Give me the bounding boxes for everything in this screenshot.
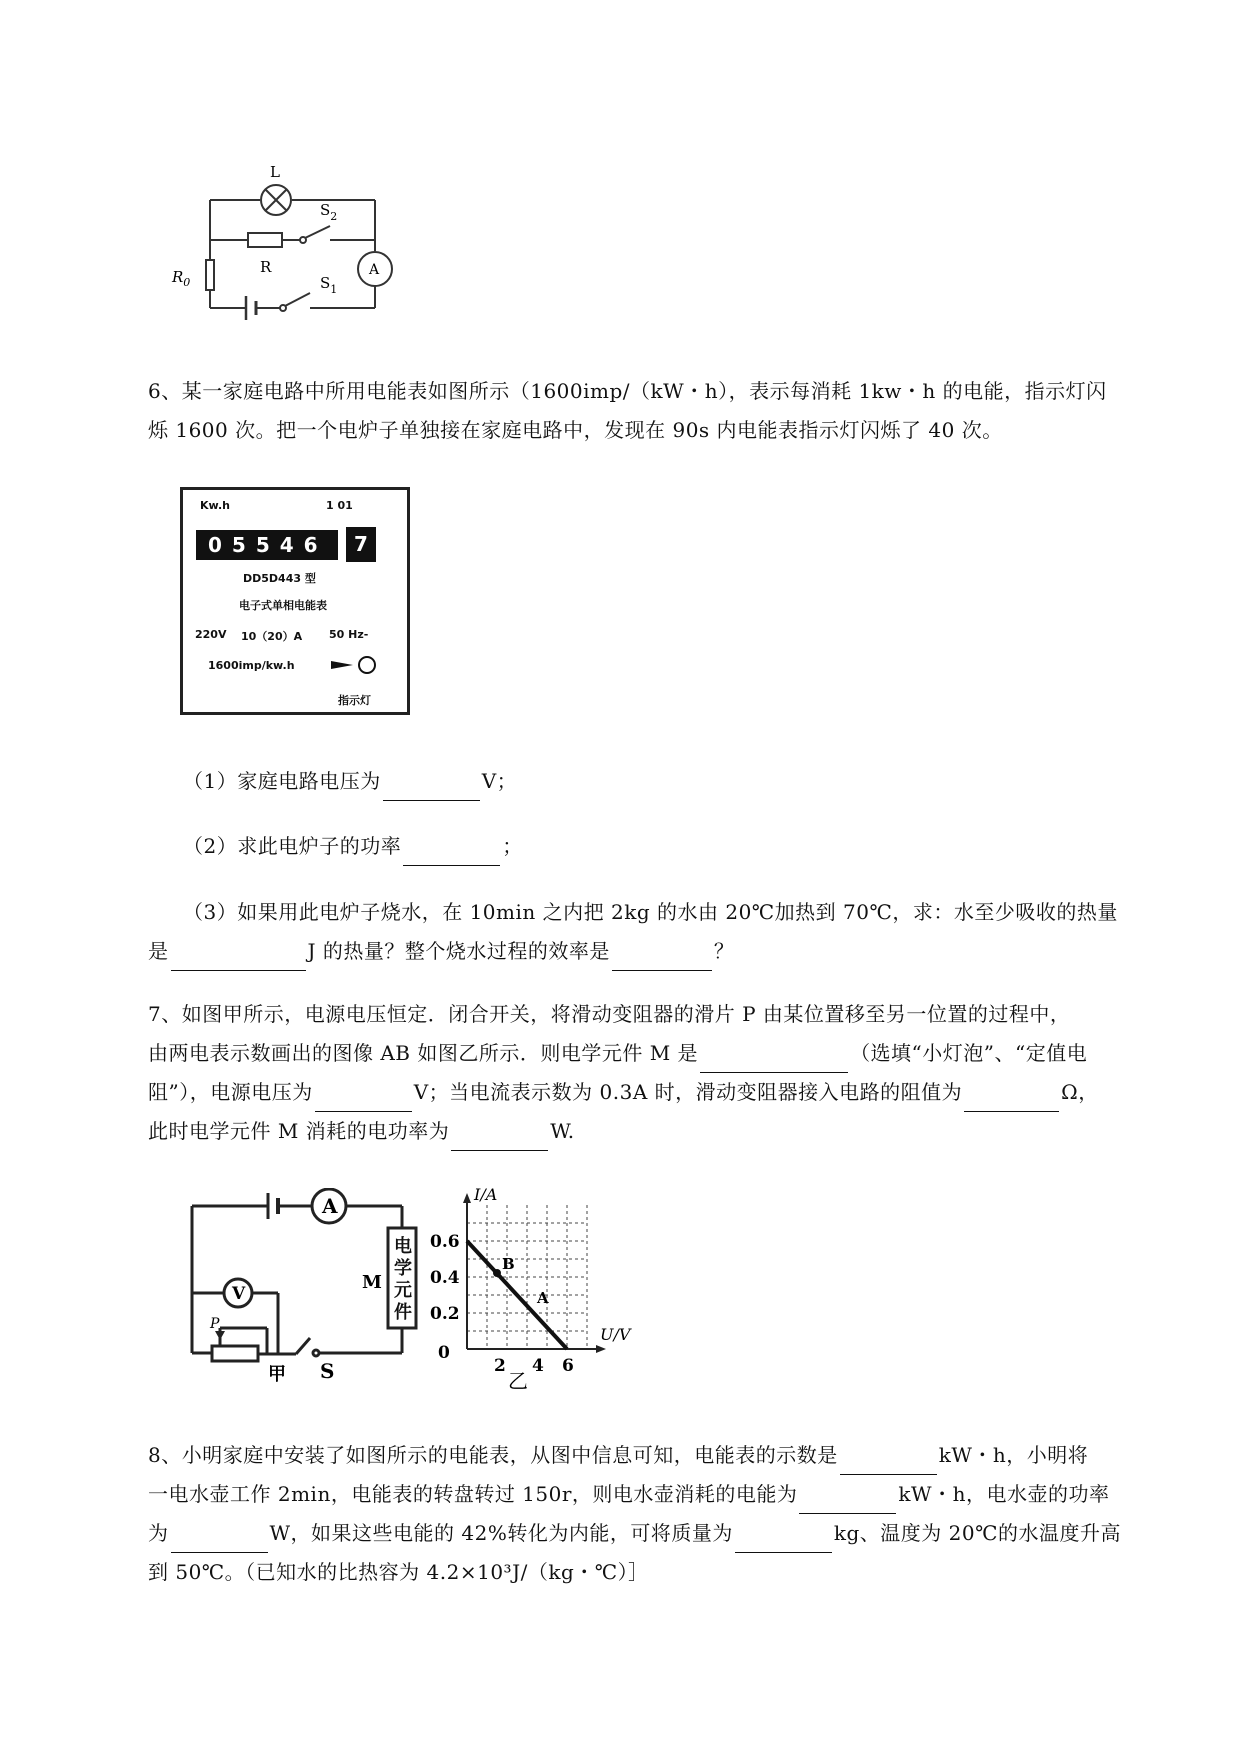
answer-blank[interactable] [451,1124,548,1151]
answer-blank[interactable] [171,1526,268,1553]
circuit-diagram-1 [170,160,410,335]
meter-digits: 05546 [196,530,338,560]
q6-sub3-line1: （3）如果用此电炉子烧水，在 10min 之内把 2kg 的水由 20℃加热到 70℃，求：水至少吸收的热量 [183,900,1118,924]
meter-imp: 1600imp/kw.h [208,659,295,672]
y-axis-label: I/A [474,1185,498,1204]
s2-label: $S_2$ [320,201,338,223]
answer-blank[interactable] [840,1448,937,1475]
answer-blank[interactable] [799,1487,896,1514]
q7-text [148,995,1148,1151]
circuit-diagram-jia [180,1188,420,1383]
resistor-symbol [248,233,282,247]
q8-line3: 为 W，如果这些电能的 42%转化为内能，可将质量为 kg、温度为 20℃的水温度升高 [148,1514,1148,1553]
meter-model: DD5D443 型 [243,572,316,585]
y-tick-0-6: 0.6 [430,1232,460,1252]
electric-meter-figure [180,487,410,715]
q6-line2: 烁 1600 次。把一个电炉子单独接在家庭电路中，发现在 90s 内电能表指示灯闪烁了 40 次。 [148,418,1003,442]
ammeter-label: A [322,1194,338,1218]
point-b-marker [493,1269,501,1277]
point-b-label: B [502,1255,515,1273]
x-tick-2: 2 [494,1356,506,1376]
meter-rating-a: 10（20）A [241,630,303,643]
r0-label: $R_0$ [172,268,191,289]
q7-line2: 由两电表示数画出的图像 AB 如图乙所示．则电学元件 M 是 （选填“小灯泡”、“定值电 [148,1034,1148,1073]
ammeter-label: A [369,262,380,278]
graph-grid [467,1205,587,1349]
q7-line1: 7、如图甲所示，电源电压恒定．闭合开关，将滑动变阻器的滑片 P 由某位置移至另一位置的过程中， [148,1002,1071,1026]
q6-sub3 [148,893,1148,971]
graph-caption: 乙 [508,1369,528,1390]
voltmeter-label: V [232,1284,246,1304]
meter-unit: Kw.h [200,499,230,512]
meter-frequency: 50 Hz- [329,628,369,641]
answer-blank[interactable] [171,944,306,971]
r0-symbol [206,260,214,290]
switch-label: S [320,1359,335,1383]
s1-label: $S_1$ [320,274,338,296]
q7-line4: 此时电学元件 M 消耗的电功率为 W. [148,1112,1148,1151]
x-axis-label: U/V [600,1325,631,1344]
indicator-light-icon [331,654,381,676]
y-tick-0-2: 0.2 [430,1304,460,1324]
meter-rating-v: 220V [195,628,227,641]
q8-text [148,1436,1148,1592]
x-tick-6: 6 [562,1356,574,1376]
q8-line1: 8、小明家庭中安装了如图所示的电能表，从图中信息可知，电能表的示数是 kW・h，小明将 [148,1436,1148,1475]
resistor-label: R [260,258,272,276]
q8-line2: 一电水壶工作 2min，电能表的转盘转过 150r，则电水壶消耗的电能为 kW・h，电水壶的功率 [148,1475,1148,1514]
circuit-caption: 甲 [268,1364,286,1383]
point-a-label: A [537,1289,549,1307]
q6-text [148,372,1148,450]
lamp-label: L [270,163,280,181]
meter-indicator-label: 指示灯 [338,694,371,707]
meter-last-digit: 7 [346,527,376,562]
iu-graph-yi [430,1185,645,1390]
answer-blank[interactable] [315,1085,412,1112]
meter-name: 电子式单相电能表 [239,599,327,612]
answer-blank[interactable] [612,944,712,971]
answer-blank[interactable] [383,774,480,801]
q7-line3: 阻”），电源电压为 V；当电流表示数为 0.3A 时，滑动变阻器接入电路的阻值为 Ω， [148,1073,1148,1112]
q6-sub2: （2）求此电炉子的功率 ； [183,827,1183,866]
rheostat-symbol [212,1346,258,1361]
x-tick-4: 4 [532,1356,544,1376]
electric-element-label: 电学元件 [394,1236,412,1323]
m-label: M [362,1272,382,1293]
y-tick-0-4: 0.4 [430,1268,460,1288]
q6-line1: 6、某一家庭电路中所用电能表如图所示（1600imp/（kW・h），表示每消耗 1kw・h 的电能，指示灯闪 [148,379,1107,403]
meter-top-right: 1 01 [326,499,353,512]
answer-blank[interactable] [964,1085,1059,1112]
p-label: P [210,1316,220,1332]
q6-sub1: （1）家庭电路电压为 V； [183,762,1183,801]
answer-blank[interactable] [403,839,500,866]
answer-blank[interactable] [735,1526,832,1553]
origin-label: 0 [438,1343,450,1363]
q8-line4: 到 50℃。（已知水的比热容为 4.2×10³J/（kg・℃）］ [148,1560,649,1584]
answer-blank[interactable] [700,1046,848,1073]
q6-sub3-line2: 是 J 的热量？整个烧水过程的效率是 ？ [148,932,1148,971]
